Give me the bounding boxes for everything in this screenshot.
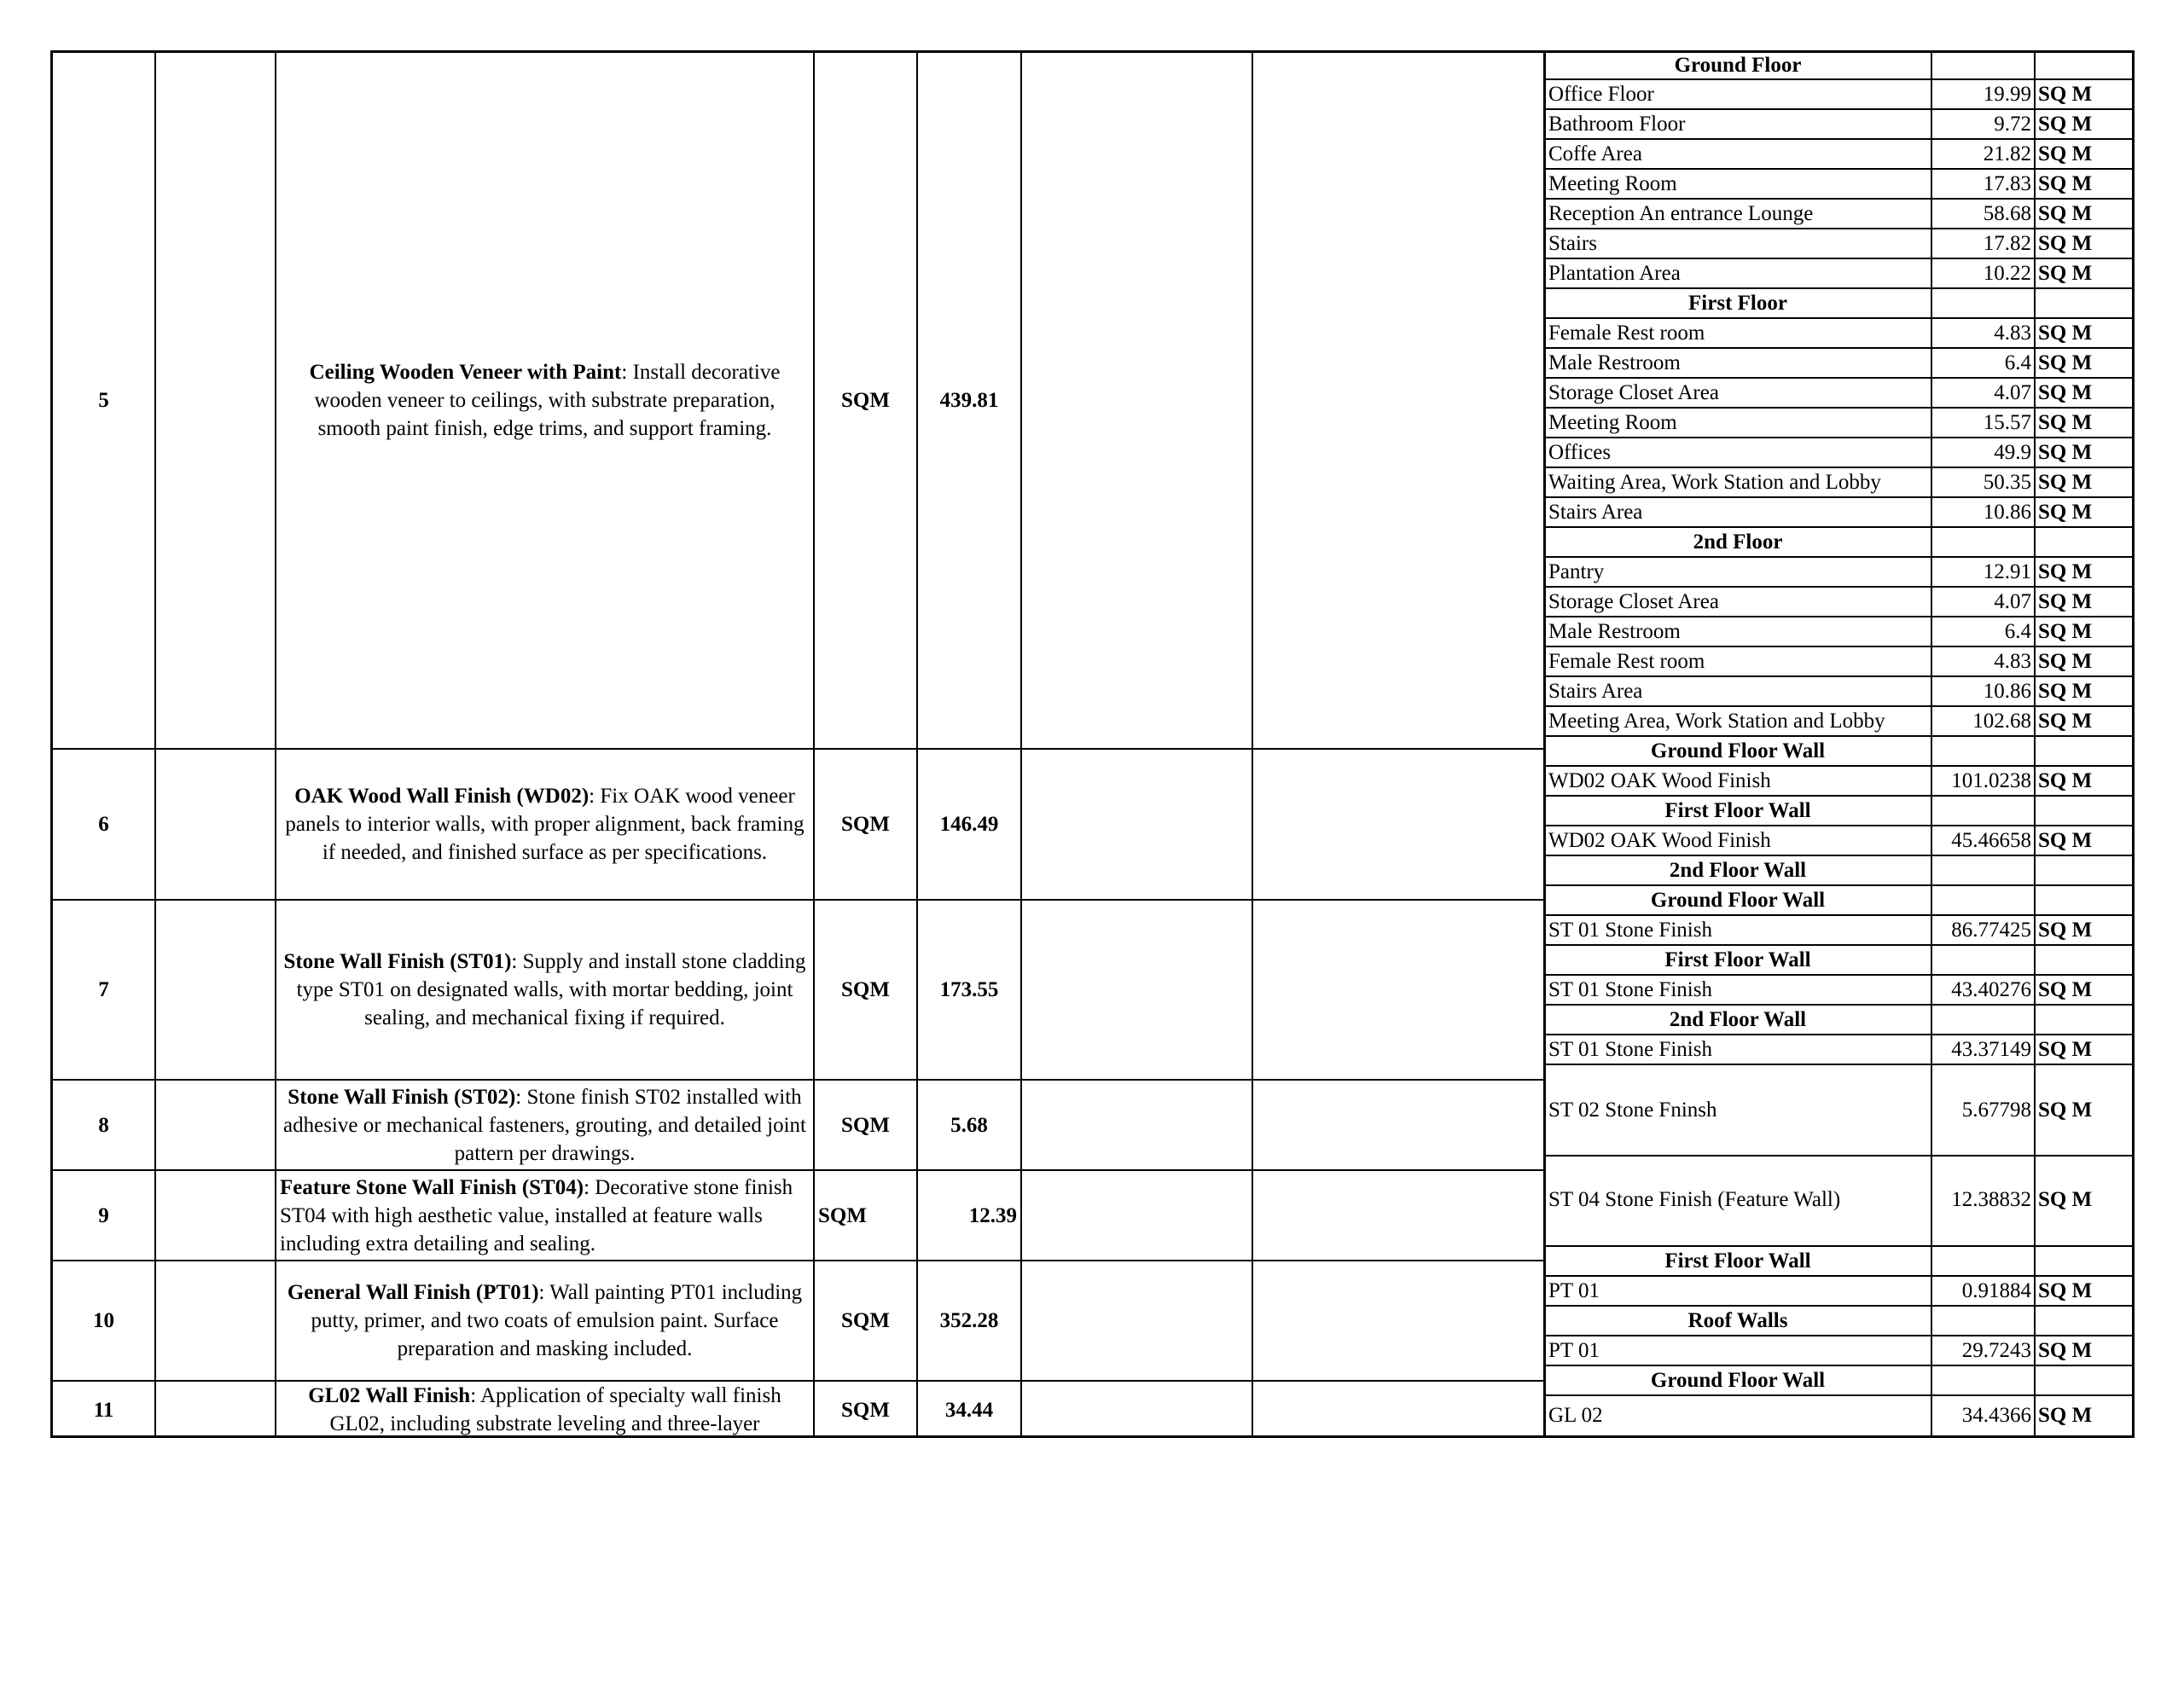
section-heading: 2nd Floor Wall <box>1543 856 1932 886</box>
section-heading: 2nd Floor <box>1543 528 1932 558</box>
area-label: PT 01 <box>1543 1336 1932 1366</box>
breakdown-row <box>1543 498 2135 528</box>
area-quantity: 43.37149 <box>1932 1035 2036 1065</box>
item-description <box>276 1261 813 1380</box>
item-description <box>276 1171 813 1260</box>
breakdown-section-row <box>1543 946 2135 976</box>
breakdown-row <box>1543 409 2135 438</box>
area-quantity <box>1932 1307 2036 1336</box>
item-unit: SQM <box>841 1309 890 1332</box>
area-unit <box>2036 52 2135 80</box>
item-unit: SQM <box>841 978 890 1001</box>
area-quantity: 19.99 <box>1932 80 2036 110</box>
breakdown-section-row <box>1543 886 2135 916</box>
area-quantity <box>1932 737 2036 767</box>
area-unit: SQ M <box>2036 379 2135 409</box>
item-description <box>276 1081 813 1169</box>
area-quantity <box>1932 528 2036 558</box>
area-quantity: 12.91 <box>1932 558 2036 588</box>
area-quantity: 10.22 <box>1932 259 2036 289</box>
item-quantity: 439.81 <box>939 389 999 412</box>
area-unit: SQ M <box>2036 826 2135 856</box>
breakdown-row <box>1543 468 2135 498</box>
breakdown-row <box>1543 200 2135 229</box>
item-title: General Wall Finish (PT01) <box>287 1281 539 1304</box>
area-unit: SQ M <box>2036 976 2135 1006</box>
breakdown-row <box>1543 916 2135 946</box>
area-unit: SQ M <box>2036 767 2135 797</box>
item-description <box>276 901 813 1079</box>
breakdown-row <box>1543 349 2135 379</box>
area-unit <box>2036 289 2135 319</box>
area-label: ST 04 Stone Finish (Feature Wall) <box>1543 1155 1932 1247</box>
area-quantity: 15.57 <box>1932 409 2036 438</box>
area-quantity: 17.83 <box>1932 170 2036 200</box>
area-unit: SQ M <box>2036 498 2135 528</box>
item-unit: SQM <box>841 1113 890 1137</box>
area-quantity <box>1932 856 2036 886</box>
area-unit: SQ M <box>2036 349 2135 379</box>
area-unit: SQ M <box>2036 319 2135 349</box>
area-unit: SQ M <box>2036 110 2135 140</box>
breakdown-row <box>1543 1035 2135 1065</box>
area-quantity <box>1932 1247 2036 1277</box>
breakdown-section-row <box>1543 737 2135 767</box>
item-number: 11 <box>93 1398 114 1422</box>
area-label: ST 01 Stone Finish <box>1543 916 1932 946</box>
area-unit: SQ M <box>2036 438 2135 468</box>
area-unit: SQ M <box>2036 1065 2135 1157</box>
breakdown-row <box>1543 677 2135 707</box>
area-quantity <box>1932 1006 2036 1035</box>
item-title: Stone Wall Finish (ST01) <box>283 950 512 973</box>
section-heading: 2nd Floor Wall <box>1543 1006 1932 1035</box>
breakdown-row <box>1543 140 2135 170</box>
breakdown-row <box>1543 976 2135 1006</box>
breakdown-row <box>1543 707 2135 737</box>
area-quantity: 45.46658 <box>1932 826 2036 856</box>
area-label: Meeting Room <box>1543 409 1932 438</box>
breakdown-row <box>1543 826 2135 856</box>
area-label: Pantry <box>1543 558 1932 588</box>
area-quantity: 102.68 <box>1932 707 2036 737</box>
area-unit <box>2036 886 2135 916</box>
item-number: 7 <box>98 978 109 1001</box>
item-text: : Wall painting PT01 including putty, primer, and two coats of emulsion paint. Surface preparation and masking included. <box>311 1281 803 1360</box>
section-heading: Ground Floor Wall <box>1543 737 1932 767</box>
area-quantity: 6.4 <box>1932 349 2036 379</box>
breakdown-row <box>1543 110 2135 140</box>
area-unit: SQ M <box>2036 140 2135 170</box>
item-text: : Decorative stone finish ST04 with high aesthetic value, installed at feature walls including extra detailing and sealing. <box>280 1175 793 1255</box>
item-number: 5 <box>98 389 109 412</box>
breakdown-row <box>1543 767 2135 797</box>
column-divider <box>1252 53 1253 1435</box>
breakdown-section-row <box>1543 1366 2135 1396</box>
area-unit <box>2036 1006 2135 1035</box>
section-heading: Ground Floor Wall <box>1543 886 1932 916</box>
breakdown-row <box>1543 588 2135 617</box>
section-heading: First Floor <box>1543 289 1932 319</box>
breakdown-row <box>1543 170 2135 200</box>
section-heading: First Floor Wall <box>1543 797 1932 826</box>
item-text: : Stone finish ST02 installed with adhesive or mechanical fasteners, grouting, and detailed joint pattern per drawings. <box>283 1085 806 1165</box>
item-unit: SQM <box>841 1398 890 1422</box>
breakdown-section-row <box>1543 50 2135 80</box>
item-text: : Supply and install stone cladding type ST01 on designated walls, with mortar bedding, joint sealing, and mechanical fixing if required. <box>296 950 806 1029</box>
breakdown-row <box>1543 319 2135 349</box>
item-title: GL02 Wall Finish <box>308 1384 471 1407</box>
breakdown-row <box>1543 617 2135 647</box>
area-label: ST 01 Stone Finish <box>1543 976 1932 1006</box>
item-unit: SQM <box>841 389 890 412</box>
breakdown-section-row <box>1543 797 2135 826</box>
area-label: GL 02 <box>1543 1396 1932 1437</box>
area-label: Coffe Area <box>1543 140 1932 170</box>
area-unit: SQ M <box>2036 468 2135 498</box>
area-unit: SQ M <box>2036 170 2135 200</box>
breakdown-row <box>1543 1065 2135 1157</box>
area-unit: SQ M <box>2036 677 2135 707</box>
area-label: Stairs Area <box>1543 498 1932 528</box>
item-title: OAK Wood Wall Finish (WD02) <box>294 785 590 808</box>
area-quantity <box>1932 886 2036 916</box>
area-unit: SQ M <box>2036 1035 2135 1065</box>
area-label: Meeting Room <box>1543 170 1932 200</box>
area-quantity: 21.82 <box>1932 140 2036 170</box>
breakdown-row <box>1543 1396 2135 1437</box>
area-unit: SQ M <box>2036 1277 2135 1307</box>
area-quantity: 58.68 <box>1932 200 2036 229</box>
area-label: ST 01 Stone Finish <box>1543 1035 1932 1065</box>
area-quantity <box>1932 52 2036 80</box>
area-label: Bathroom Floor <box>1543 110 1932 140</box>
area-unit <box>2036 1366 2135 1396</box>
item-quantity: 146.49 <box>939 813 999 836</box>
item-quantity: 173.55 <box>939 978 999 1001</box>
area-unit <box>2036 946 2135 976</box>
area-label: Stairs <box>1543 229 1932 259</box>
area-label: Male Restroom <box>1543 617 1932 647</box>
area-label: ST 02 Stone Fninsh <box>1543 1065 1932 1157</box>
area-quantity <box>1932 946 2036 976</box>
breakdown-section-row <box>1543 1006 2135 1035</box>
area-quantity <box>1932 1366 2036 1396</box>
breakdown-section-row <box>1543 1307 2135 1336</box>
item-quantity: 352.28 <box>939 1309 999 1332</box>
area-quantity: 50.35 <box>1932 468 2036 498</box>
area-label: Storage Closet Area <box>1543 588 1932 617</box>
item-title: Stone Wall Finish (ST02) <box>288 1085 516 1109</box>
area-unit: SQ M <box>2036 229 2135 259</box>
area-quantity <box>1932 289 2036 319</box>
area-quantity: 4.83 <box>1932 319 2036 349</box>
area-quantity: 10.86 <box>1932 498 2036 528</box>
item-text: : Fix OAK wood veneer panels to interior walls, with proper alignment, back framing if needed, and finished surface as per specifications. <box>285 785 804 864</box>
area-unit: SQ M <box>2036 1155 2135 1247</box>
section-heading: First Floor Wall <box>1543 946 1932 976</box>
area-unit: SQ M <box>2036 1336 2135 1366</box>
breakdown-row <box>1543 1277 2135 1307</box>
area-quantity <box>1932 797 2036 826</box>
area-quantity: 10.86 <box>1932 677 2036 707</box>
area-unit <box>2036 856 2135 886</box>
area-label: PT 01 <box>1543 1277 1932 1307</box>
item-description <box>276 750 813 899</box>
area-unit: SQ M <box>2036 617 2135 647</box>
item-description <box>276 53 813 748</box>
area-label: Stairs Area <box>1543 677 1932 707</box>
area-unit: SQ M <box>2036 588 2135 617</box>
area-unit <box>2036 1247 2135 1277</box>
area-quantity: 4.07 <box>1932 379 2036 409</box>
breakdown-row <box>1543 1336 2135 1366</box>
area-label: Plantation Area <box>1543 259 1932 289</box>
item-quantity: 5.68 <box>950 1113 988 1137</box>
area-quantity: 5.67798 <box>1932 1065 2036 1157</box>
column-divider <box>1020 53 1022 1435</box>
item-quantity: 12.39 <box>968 1203 1017 1227</box>
area-unit: SQ M <box>2036 916 2135 946</box>
area-unit: SQ M <box>2036 707 2135 737</box>
item-number: 10 <box>93 1309 114 1332</box>
area-quantity: 49.9 <box>1932 438 2036 468</box>
area-label: Office Floor <box>1543 80 1932 110</box>
area-label: Reception An entrance Lounge <box>1543 200 1932 229</box>
item-unit: SQM <box>818 1203 867 1227</box>
area-quantity: 4.83 <box>1932 647 2036 677</box>
area-unit: SQ M <box>2036 200 2135 229</box>
breakdown-section-row <box>1543 856 2135 886</box>
section-heading: Ground Floor Wall <box>1543 1366 1932 1396</box>
area-quantity: 0.91884 <box>1932 1277 2036 1307</box>
area-quantity: 12.38832 <box>1932 1155 2036 1247</box>
area-unit <box>2036 797 2135 826</box>
breakdown-row <box>1543 259 2135 289</box>
column-divider <box>154 53 156 1435</box>
area-quantity: 4.07 <box>1932 588 2036 617</box>
breakdown-section-row <box>1543 289 2135 319</box>
area-label: Male Restroom <box>1543 349 1932 379</box>
area-label: Female Rest room <box>1543 319 1932 349</box>
area-quantity: 86.77425 <box>1932 916 2036 946</box>
area-label: Offices <box>1543 438 1932 468</box>
item-title: Feature Stone Wall Finish (ST04) <box>280 1175 584 1199</box>
area-quantity: 29.7243 <box>1932 1336 2036 1366</box>
breakdown-row <box>1543 379 2135 409</box>
breakdown-section-row <box>1543 1247 2135 1277</box>
area-unit: SQ M <box>2036 1396 2135 1437</box>
item-quantity: 34.44 <box>944 1398 994 1422</box>
area-quantity: 9.72 <box>1932 110 2036 140</box>
section-heading: First Floor Wall <box>1543 1247 1932 1277</box>
item-title: Ceiling Wooden Veneer with Paint <box>309 361 622 384</box>
item-description <box>276 1382 813 1438</box>
area-label: WD02 OAK Wood Finish <box>1543 826 1932 856</box>
section-heading: Ground Floor <box>1543 52 1932 80</box>
area-label: Meeting Area, Work Station and Lobby <box>1543 707 1932 737</box>
area-quantity: 101.0238 <box>1932 767 2036 797</box>
area-unit: SQ M <box>2036 80 2135 110</box>
item-text: : Application of specialty wall finish GL02, including substrate leveling and three-layer <box>329 1384 781 1435</box>
breakdown-row <box>1543 229 2135 259</box>
area-label: Waiting Area, Work Station and Lobby <box>1543 468 1932 498</box>
area-label: Female Rest room <box>1543 647 1932 677</box>
breakdown-row <box>1543 80 2135 110</box>
item-text: : Install decorative wooden veneer to ceilings, with substrate preparation, smooth paint finish, edge trims, and support framing. <box>314 361 781 440</box>
area-label: Storage Closet Area <box>1543 379 1932 409</box>
area-unit <box>2036 737 2135 767</box>
breakdown-section-row <box>1543 528 2135 558</box>
breakdown-row <box>1543 558 2135 588</box>
area-unit: SQ M <box>2036 259 2135 289</box>
breakdown-row <box>1543 647 2135 677</box>
item-unit: SQM <box>841 813 890 836</box>
area-label: WD02 OAK Wood Finish <box>1543 767 1932 797</box>
area-quantity: 34.4366 <box>1932 1396 2036 1437</box>
area-unit: SQ M <box>2036 647 2135 677</box>
area-unit: SQ M <box>2036 409 2135 438</box>
breakdown-row <box>1543 438 2135 468</box>
item-number: 9 <box>98 1203 109 1227</box>
area-unit: SQ M <box>2036 558 2135 588</box>
area-unit <box>2036 1307 2135 1336</box>
item-number: 8 <box>98 1113 109 1137</box>
area-quantity: 6.4 <box>1932 617 2036 647</box>
item-number: 6 <box>98 813 109 836</box>
area-unit <box>2036 528 2135 558</box>
section-heading: Roof Walls <box>1543 1307 1932 1336</box>
area-quantity: 43.40276 <box>1932 976 2036 1006</box>
area-quantity: 17.82 <box>1932 229 2036 259</box>
breakdown-row <box>1543 1155 2135 1247</box>
